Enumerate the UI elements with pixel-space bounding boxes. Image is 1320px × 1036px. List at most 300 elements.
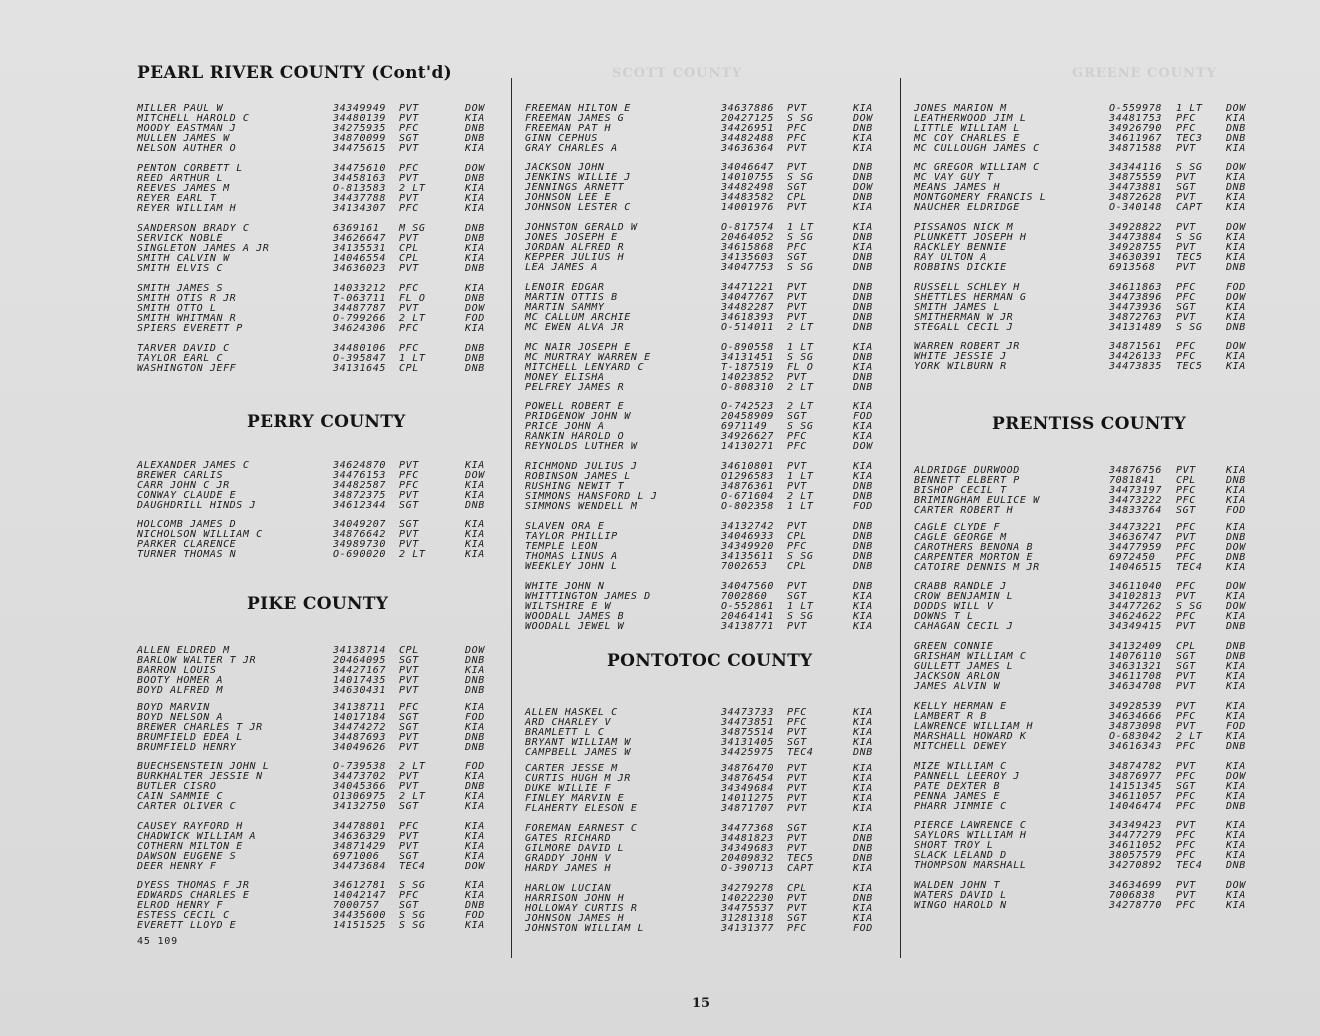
status-code: KIA (465, 702, 485, 713)
status-code: DOW (465, 163, 485, 174)
rank: PVT (787, 792, 807, 804)
page-number: 15 (692, 996, 711, 1011)
rank: CPL (399, 242, 419, 254)
status-code: DNB (853, 321, 873, 333)
status-code: KIA (1226, 522, 1246, 533)
service-number: 20464141 (721, 610, 774, 622)
soldier-name: MC EWEN ALVA JR (525, 321, 625, 333)
soldier-name: ROBBINS DICKIE (914, 261, 1007, 273)
service-number: 34270892 (1109, 859, 1162, 871)
service-number: 14010755 (721, 171, 774, 183)
soldier-name: SMITH WHITMAN R (137, 312, 237, 324)
soldier-name: PISSANOS NICK M (914, 222, 1014, 233)
soldier-name: BREWER CARLIS (137, 469, 224, 481)
rank: SGT (787, 823, 807, 834)
status-code: FOD (465, 312, 485, 324)
status-code: DOW (853, 440, 873, 452)
rank: SGT (1176, 660, 1196, 672)
service-number: 34875559 (1109, 171, 1162, 183)
service-number: 34046933 (721, 530, 774, 542)
rank: PVT (399, 302, 419, 314)
soldier-name: CURTIS HUGH M JR (525, 772, 631, 784)
soldier-name: SMITH OTIS R JR (137, 292, 237, 304)
soldier-name: MC CULLOUGH JAMES C (914, 142, 1040, 154)
rank: PVT (1176, 880, 1196, 891)
rank: PVT (399, 142, 419, 154)
soldier-name: JACKSON ARLON (914, 670, 1001, 682)
soldier-name: CAROTHERS BENONA B (914, 541, 1034, 553)
service-number: 34473896 (1109, 291, 1162, 303)
service-number: 34102813 (1109, 590, 1162, 602)
service-number: 20458909 (721, 410, 774, 422)
rank: TEC5 (1176, 251, 1203, 263)
rank: TEC5 (787, 852, 814, 864)
soldier-name: CAGLE GEORGE M (914, 531, 1007, 543)
soldier-name: JONES MARION M (914, 103, 1007, 114)
rank: SGT (399, 499, 419, 511)
soldier-name: FREEMAN HILTON E (525, 103, 631, 114)
service-number: 34134307 (333, 202, 386, 214)
status-code: DNB (853, 251, 873, 263)
rank: SGT (1176, 650, 1196, 662)
soldier-name: TAYLOR PHILLIP (525, 530, 618, 542)
rank: PFC (1176, 829, 1196, 841)
rank: PVT (1176, 171, 1196, 183)
soldier-name: PIERCE LAWRENCE C (914, 820, 1027, 831)
service-number: 34049626 (333, 741, 386, 753)
status-code: FOD (853, 500, 873, 512)
status-code: DNB (1226, 122, 1246, 134)
service-number: 34871588 (1109, 142, 1162, 154)
rank: PVT (399, 528, 419, 540)
service-number: 34131405 (721, 736, 774, 748)
service-number: 14011275 (721, 792, 774, 804)
soldier-name: DUKE WILLIE F (525, 782, 612, 794)
service-number: 34480106 (333, 343, 386, 354)
status-code: KIA (1226, 465, 1246, 476)
soldier-name: WILTSHIRE E W (525, 600, 612, 612)
rank: PVT (1176, 761, 1196, 772)
status-code: FOD (465, 909, 485, 921)
service-number: 34047767 (721, 291, 774, 303)
status-code: DNB (1226, 261, 1246, 273)
status-code: KIA (1226, 561, 1246, 573)
rank: PFC (399, 821, 419, 832)
soldier-name: ALLEN ELDRED M (137, 645, 230, 656)
status-code: KIA (465, 800, 485, 812)
status-code: DNB (465, 223, 485, 234)
soldier-name: CAGLE CLYDE F (914, 522, 1001, 533)
soldier-name: CARTER JESSE M (525, 763, 618, 774)
soldier-name: LAWRENCE WILLIAM H (914, 720, 1034, 732)
status-code: KIA (465, 242, 485, 254)
status-code: KIA (853, 610, 873, 622)
soldier-name: WALDEN JOHN T (914, 880, 1001, 891)
soldier-name: JAMES ALVIN W (914, 680, 1001, 692)
status-code: KIA (1226, 839, 1246, 851)
service-number: 34989730 (333, 538, 386, 550)
soldier-name: SPIERS EVERETT P (137, 322, 243, 334)
status-code: KIA (465, 283, 485, 294)
soldier-name: CROW BENJAMIN L (914, 590, 1014, 602)
rank: TEC4 (399, 860, 426, 872)
status-code: KIA (1226, 301, 1246, 313)
service-number: 34871561 (1109, 341, 1162, 352)
service-number: 34615868 (721, 241, 774, 253)
service-number: 34624306 (333, 322, 386, 334)
soldier-name: POWELL ROBERT E (525, 401, 625, 412)
status-code: KIA (853, 600, 873, 612)
soldier-name: THOMPSON MARSHALL (914, 859, 1027, 871)
soldier-name: TURNER THOMAS N (137, 548, 237, 560)
soldier-name: GINN CEPHUS (525, 132, 598, 144)
status-code: KIA (853, 707, 873, 718)
service-number: 34926627 (721, 430, 774, 442)
status-code: KIA (853, 736, 873, 748)
status-code: DNB (1226, 531, 1246, 543)
soldier-name: GRISHAM WILLIAM C (914, 650, 1027, 662)
service-number: 34480139 (333, 112, 386, 124)
soldier-name: GULLETT JAMES L (914, 660, 1014, 672)
service-number: 34349684 (721, 782, 774, 794)
status-code: DNB (853, 560, 873, 572)
soldier-name: NAUCHER ELDRIDGE (914, 201, 1020, 213)
rank: SGT (1176, 780, 1196, 792)
soldier-name: JOHNSON LESTER C (525, 201, 631, 213)
rank: PVT (399, 112, 419, 124)
rank: 2 LT (787, 490, 814, 502)
service-number: 34928822 (1109, 222, 1162, 233)
soldier-name: BARLOW WALTER T JR (137, 654, 257, 666)
service-number: 14046474 (1109, 800, 1162, 812)
service-number: 6971149 (721, 420, 768, 432)
service-number: O-690020 (333, 548, 386, 560)
status-code: KIA (465, 489, 485, 501)
service-number: 34135531 (333, 242, 386, 254)
soldier-name: JORDAN ALFRED R (525, 241, 625, 253)
soldier-name: HOLLOWAY CURTIS R (525, 902, 638, 914)
status-code: DNB (1226, 740, 1246, 752)
status-code: KIA (853, 772, 873, 784)
status-code: FOD (1226, 720, 1246, 732)
soldier-name: CARPENTER MORTON E (914, 551, 1034, 563)
soldier-name: TEMPLE LEON (525, 540, 598, 552)
rank: CPL (787, 560, 807, 572)
service-number: 14033212 (333, 283, 386, 294)
service-number: 34926790 (1109, 122, 1162, 134)
status-code: DNB (465, 654, 485, 666)
status-code: KIA (853, 132, 873, 144)
service-number: 7081841 (1109, 474, 1156, 486)
status-code: DNB (853, 231, 873, 243)
soldier-name: MC GREGOR WILLIAM C (914, 162, 1040, 173)
service-number: 34475610 (333, 163, 386, 174)
service-number: 34872375 (333, 489, 386, 501)
status-code: KIA (1226, 849, 1246, 861)
rank: PFC (399, 343, 419, 354)
service-number: 34616343 (1109, 740, 1162, 752)
service-number: 14046554 (333, 252, 386, 264)
rank: PFC (1176, 710, 1196, 722)
rank: 2 LT (399, 548, 426, 560)
rank: PVT (1176, 222, 1196, 233)
rank: PVT (787, 772, 807, 784)
rank: SGT (787, 181, 807, 193)
service-number: 14151525 (333, 919, 386, 931)
soldier-name: JACKSON JOHN (525, 162, 605, 173)
rank: PVT (787, 162, 807, 173)
rank: PVT (787, 620, 807, 632)
rank: PVT (399, 172, 419, 184)
status-code: KIA (853, 883, 873, 894)
county-heading: PRENTISS COUNTY (992, 414, 1187, 434)
status-code: KIA (1226, 660, 1246, 672)
status-code: DNB (853, 261, 873, 273)
status-code: KIA (465, 664, 485, 676)
service-number: 34611967 (1109, 132, 1162, 144)
soldier-name: PELFREY JAMES R (525, 381, 625, 393)
service-number: 34483582 (721, 191, 774, 203)
status-code: KIA (465, 850, 485, 862)
rank: PFC (1176, 849, 1196, 861)
rank: PFC (1176, 494, 1196, 506)
rank: SGT (1176, 301, 1196, 313)
rank: PVT (787, 291, 807, 303)
status-code: KIA (465, 202, 485, 214)
soldier-name: LAMBERT R B (914, 710, 987, 722)
status-code: KIA (465, 770, 485, 782)
soldier-name: HARRISON JOHN H (525, 892, 625, 904)
status-code: KIA (853, 103, 873, 114)
soldier-name: DEER HENRY F (137, 860, 217, 872)
service-number: T-063711 (333, 292, 386, 304)
rank: FL O (787, 361, 814, 373)
service-number: 34473197 (1109, 484, 1162, 496)
soldier-name: WARREN ROBERT JR (914, 341, 1020, 352)
status-code: KIA (465, 519, 485, 530)
rank: S SG (787, 231, 814, 243)
soldier-name: ALEXANDER JAMES C (137, 460, 250, 471)
service-number: 14130271 (721, 440, 774, 452)
soldier-name: CARR JOHN C JR (137, 479, 230, 491)
service-number: 34473835 (1109, 360, 1162, 372)
soldier-name: SMITH JAMES L (914, 301, 1001, 313)
status-code: KIA (1226, 484, 1246, 496)
service-number: 34426133 (1109, 350, 1162, 362)
column-divider-1 (511, 78, 512, 958)
rank: PVT (399, 780, 419, 792)
service-number: 34872628 (1109, 191, 1162, 203)
status-code: DNB (853, 581, 873, 592)
rank: PVT (787, 763, 807, 774)
status-code: DOW (1226, 162, 1246, 173)
status-code: DNB (465, 684, 485, 696)
status-code: FOD (465, 711, 485, 723)
rank: PVT (787, 521, 807, 532)
status-code: DOW (1226, 103, 1246, 114)
status-code: KIA (465, 142, 485, 154)
soldier-name: LEATHERWOOD JIM L (914, 112, 1027, 124)
service-number: 14042147 (333, 889, 386, 901)
service-number: 34427167 (333, 664, 386, 676)
service-number: 34473221 (1109, 522, 1162, 533)
rank: SGT (1176, 181, 1196, 193)
soldier-name: SINGLETON JAMES A JR (137, 242, 270, 254)
service-number: 34482287 (721, 301, 774, 313)
service-number: 34636364 (721, 142, 774, 154)
status-code: KIA (853, 763, 873, 774)
rank: PVT (399, 232, 419, 244)
rank: PFC (399, 479, 419, 491)
status-code: DNB (853, 852, 873, 864)
soldier-name: WATERS DAVID L (914, 889, 1007, 901)
soldier-name: MC CALLUM ARCHIE (525, 311, 631, 323)
rank: CAPT (787, 862, 814, 874)
service-number: 38057579 (1109, 849, 1162, 861)
service-number: 14001976 (721, 201, 774, 213)
county-heading: PERRY COUNTY (247, 412, 406, 432)
service-number: 6971006 (333, 850, 380, 862)
status-code: KIA (1226, 829, 1246, 841)
status-code: KIA (465, 182, 485, 194)
status-code: KIA (853, 823, 873, 834)
status-code: KIA (465, 252, 485, 264)
status-code: DNB (1226, 800, 1246, 812)
rank: SGT (399, 519, 419, 530)
soldier-name: BOYD NELSON A (137, 711, 224, 723)
rank: PVT (787, 371, 807, 383)
rank: CPL (787, 883, 807, 894)
status-code: DOW (465, 860, 485, 872)
soldier-name: SMITH JAMES S (137, 283, 224, 294)
rank: PFC (1176, 112, 1196, 124)
soldier-name: BOYD MARVIN (137, 702, 210, 713)
column-divider-2 (900, 78, 901, 958)
rank: PFC (1176, 484, 1196, 496)
service-number: O-390713 (721, 862, 774, 874)
status-code: DNB (853, 351, 873, 363)
rank: SGT (787, 410, 807, 422)
service-number: 7006838 (1109, 889, 1156, 901)
status-code: KIA (853, 241, 873, 253)
rank: PVT (1176, 142, 1196, 154)
service-number: O1306975 (333, 790, 386, 802)
rank: PFC (399, 122, 419, 134)
service-number: 6913568 (1109, 261, 1156, 273)
soldier-name: WINGO HAROLD N (914, 899, 1007, 911)
rank: 2 LT (399, 182, 426, 194)
status-code: KIA (465, 322, 485, 334)
status-code: DNB (1226, 181, 1246, 193)
service-number: 34477368 (721, 823, 774, 834)
status-code: KIA (465, 790, 485, 802)
soldier-name: CARTER OLIVER C (137, 800, 237, 812)
status-code: DNB (465, 132, 485, 144)
service-number: 34477959 (1109, 541, 1162, 553)
rank: SGT (787, 736, 807, 748)
status-code: DNB (1226, 650, 1246, 662)
service-number: 34612344 (333, 499, 386, 511)
rank: PVT (399, 731, 419, 743)
rank: PVT (399, 489, 419, 501)
status-code: DNB (465, 362, 485, 374)
soldier-name: JOHNSON LEE E (525, 191, 612, 203)
status-code: DNB (853, 381, 873, 393)
rank: PVT (787, 480, 807, 492)
bleed-through-header-right: GREENE COUNTY (1072, 66, 1217, 81)
rank: PVT (1176, 465, 1196, 476)
status-code: KIA (853, 342, 873, 353)
status-code: KIA (853, 401, 873, 412)
service-number: 34131645 (333, 362, 386, 374)
service-number: 34473881 (1109, 181, 1162, 193)
status-code: DOW (1226, 541, 1246, 553)
rank: CPL (399, 645, 419, 656)
status-code: FOD (1226, 282, 1246, 293)
rank: PFC (1176, 800, 1196, 812)
status-code: KIA (465, 479, 485, 491)
service-number: 34487787 (333, 302, 386, 314)
soldier-name: TAYLOR EARL C (137, 352, 224, 364)
status-code: KIA (1226, 112, 1246, 124)
service-number: 34435600 (333, 909, 386, 921)
rank: PVT (399, 103, 419, 114)
status-code: DNB (1226, 321, 1246, 333)
soldier-name: BISHOP CECIL T (914, 484, 1007, 496)
soldier-name: GILMORE DAVID L (525, 842, 625, 854)
rank: PVT (399, 840, 419, 852)
status-code: KIA (853, 222, 873, 233)
rank: SGT (787, 251, 807, 263)
soldier-name: MITCHELL DEWEY (914, 740, 1007, 752)
soldier-name: WEEKLEY JOHN L (525, 560, 618, 572)
soldier-name: PENNA JAMES E (914, 790, 1001, 802)
rank: PFC (1176, 581, 1196, 592)
rank: CAPT (1176, 201, 1203, 213)
status-code: KIA (1226, 761, 1246, 772)
status-code: KIA (465, 548, 485, 560)
status-code: KIA (465, 821, 485, 832)
rank: 1 LT (787, 500, 814, 512)
status-code: DNB (853, 746, 873, 758)
service-number: 34349949 (333, 103, 386, 114)
soldier-name: BRYANT WILLIAM W (525, 736, 631, 748)
service-number: 34132409 (1109, 641, 1162, 652)
rank: SGT (399, 899, 419, 911)
soldier-name: RANKIN HAROLD O (525, 430, 625, 442)
soldier-name: CAUSEY RAYFORD H (137, 821, 243, 832)
rank: PVT (787, 842, 807, 854)
rank: PVT (1176, 701, 1196, 712)
soldier-name: RAY ULTON A (914, 251, 987, 263)
rank: PFC (399, 469, 419, 481)
service-number: 34135611 (721, 550, 774, 562)
rank: PVT (1176, 241, 1196, 253)
rank: PVT (787, 902, 807, 914)
soldier-name: MARSHALL HOWARD K (914, 730, 1027, 742)
status-code: KIA (465, 830, 485, 842)
service-number: 20427125 (721, 112, 774, 124)
rank: 2 LT (787, 321, 814, 333)
footer-code: 45 109 (137, 936, 178, 947)
rank: PFC (1176, 341, 1196, 352)
soldier-name: GRAY CHARLES A (525, 142, 618, 154)
service-number: 34045366 (333, 780, 386, 792)
service-number: 34870099 (333, 132, 386, 144)
rank: PVT (399, 674, 419, 686)
service-number: 34482498 (721, 181, 774, 193)
service-number: 34477279 (1109, 829, 1162, 841)
